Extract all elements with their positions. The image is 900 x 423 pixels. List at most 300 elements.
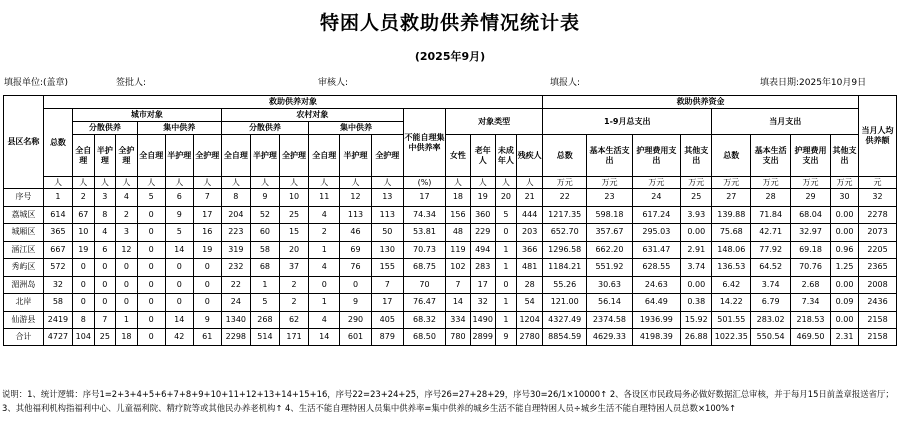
data-cell: 68.32 <box>403 311 445 329</box>
data-cell: 46 <box>340 224 371 242</box>
data-cell: 204 <box>221 206 250 224</box>
data-cell: 0 <box>116 259 138 277</box>
data-cell: 77.92 <box>751 241 791 259</box>
header-monthly-per-capita: 当月人均供养额 <box>859 96 897 177</box>
data-cell: 6 <box>165 189 193 207</box>
data-cell: 0.00 <box>830 206 858 224</box>
data-cell: 232 <box>221 259 250 277</box>
data-cell: 25 <box>681 189 712 207</box>
data-cell: 879 <box>371 329 403 346</box>
data-cell: 22 <box>543 189 587 207</box>
row-label: 涵江区 <box>4 241 44 259</box>
filing-unit-label: 填报单位:(盖章) <box>4 78 69 88</box>
header-half-care: 半护理 <box>250 135 279 177</box>
data-cell: 2 <box>280 276 309 294</box>
unit-cell: (%) <box>403 177 445 189</box>
data-cell: 2158 <box>859 329 897 346</box>
data-cell: 9 <box>340 294 371 312</box>
data-cell: 4327.49 <box>543 311 587 329</box>
data-cell: 617.24 <box>632 206 681 224</box>
data-cell: 0 <box>137 241 165 259</box>
data-cell: 667 <box>43 241 72 259</box>
unit-cell: 万元 <box>712 177 751 189</box>
data-cell: 2365 <box>859 259 897 277</box>
data-cell: 2 <box>116 206 138 224</box>
data-cell: 113 <box>371 206 403 224</box>
data-cell: 60 <box>250 224 279 242</box>
data-cell: 2.91 <box>681 241 712 259</box>
data-cell: 2298 <box>221 329 250 346</box>
data-cell: 104 <box>73 329 95 346</box>
data-cell: 14 <box>309 329 340 346</box>
data-cell: 3.74 <box>751 276 791 294</box>
row-label: 秀屿区 <box>4 259 44 277</box>
header-half-care: 半护理 <box>165 135 193 177</box>
data-cell: 119 <box>446 241 471 259</box>
data-cell: 319 <box>221 241 250 259</box>
data-cell: 2 <box>309 224 340 242</box>
data-cell: 25 <box>94 329 116 346</box>
data-cell: 283.02 <box>751 311 791 329</box>
data-cell: 0.00 <box>830 311 858 329</box>
data-cell: 514 <box>250 329 279 346</box>
data-cell: 0 <box>116 276 138 294</box>
data-cell: 2073 <box>859 224 897 242</box>
data-cell: 5 <box>495 206 517 224</box>
data-cell: 24.63 <box>632 276 681 294</box>
unit-cell: 人 <box>116 177 138 189</box>
unit-cell: 人 <box>517 177 543 189</box>
data-cell: 1 <box>495 241 517 259</box>
data-cell: 32 <box>859 189 897 207</box>
data-cell: 68 <box>250 259 279 277</box>
data-cell: 76 <box>340 259 371 277</box>
header-county: 县区名称 <box>4 96 44 189</box>
data-cell: 13 <box>371 189 403 207</box>
data-cell: 6 <box>94 241 116 259</box>
signer-label: 签批人: <box>116 78 147 88</box>
unit-cell: 万元 <box>587 177 632 189</box>
data-cell: 17 <box>193 206 221 224</box>
header-urban-dispersed: 分散供养 <box>73 122 138 135</box>
data-cell: 444 <box>517 206 543 224</box>
data-cell: 4198.39 <box>632 329 681 346</box>
unit-row <box>4 177 897 189</box>
data-cell: 155 <box>371 259 403 277</box>
data-cell: 1 <box>495 294 517 312</box>
data-cell: 268 <box>250 311 279 329</box>
unit-cell: 人 <box>73 177 95 189</box>
data-cell: 50 <box>371 224 403 242</box>
data-cell: 121.00 <box>543 294 587 312</box>
data-cell: 481 <box>517 259 543 277</box>
data-cell: 662.20 <box>587 241 632 259</box>
data-cell: 218.53 <box>791 311 831 329</box>
header-minor: 未成年人 <box>495 135 517 177</box>
data-cell: 68.75 <box>403 259 445 277</box>
data-cell: 1936.99 <box>632 311 681 329</box>
unit-cell: 人 <box>340 177 371 189</box>
data-cell: 551.92 <box>587 259 632 277</box>
header-female: 女性 <box>446 135 471 177</box>
data-cell: 32.97 <box>791 224 831 242</box>
data-cell: 20 <box>280 241 309 259</box>
data-cell: 0 <box>495 276 517 294</box>
data-cell: 48 <box>446 224 471 242</box>
header-ytd-sum: 总数 <box>543 135 587 177</box>
data-cell: 0.00 <box>830 224 858 242</box>
header-month-other: 其他支出 <box>830 135 858 177</box>
data-cell: 2 <box>280 294 309 312</box>
data-cell: 0 <box>137 276 165 294</box>
data-cell: 28 <box>517 276 543 294</box>
row-label: 北岸 <box>4 294 44 312</box>
data-cell: 628.55 <box>632 259 681 277</box>
row-label: 仙游县 <box>4 311 44 329</box>
data-cell: 7 <box>371 276 403 294</box>
data-cell: 0 <box>94 259 116 277</box>
header-full-care: 全护理 <box>193 135 221 177</box>
data-cell: 14 <box>165 241 193 259</box>
fill-date-label: 填表日期:2025年10月9日 <box>760 78 867 88</box>
data-cell: 494 <box>470 241 495 259</box>
data-cell: 7 <box>193 189 221 207</box>
data-cell: 1 <box>43 189 72 207</box>
data-cell: 631.47 <box>632 241 681 259</box>
data-cell: 0 <box>165 259 193 277</box>
data-cell: 8854.59 <box>543 329 587 346</box>
data-cell: 780 <box>446 329 471 346</box>
header-month-sum: 总数 <box>712 135 751 177</box>
data-cell: 0.38 <box>681 294 712 312</box>
header-full-self: 全自理 <box>73 135 95 177</box>
data-cell: 75.68 <box>712 224 751 242</box>
data-cell: 29 <box>791 189 831 207</box>
unit-cell: 人 <box>495 177 517 189</box>
unit-cell: 人 <box>446 177 471 189</box>
data-cell: 6.42 <box>712 276 751 294</box>
unit-cell: 人 <box>470 177 495 189</box>
data-cell: 148.06 <box>712 241 751 259</box>
table-row <box>4 259 897 277</box>
data-cell: 136.53 <box>712 259 751 277</box>
report-title: 特困人员救助供养情况统计表 <box>319 12 580 34</box>
data-cell: 5 <box>250 294 279 312</box>
data-cell: 0 <box>94 294 116 312</box>
data-cell: 572 <box>43 259 72 277</box>
unit-cell: 万元 <box>791 177 831 189</box>
data-cell: 2008 <box>859 276 897 294</box>
data-cell: 2 <box>73 189 95 207</box>
data-cell: 26.88 <box>681 329 712 346</box>
data-cell: 1 <box>250 276 279 294</box>
header-full-care: 全护理 <box>371 135 403 177</box>
data-cell: 14.22 <box>712 294 751 312</box>
data-cell: 0 <box>137 294 165 312</box>
header-full-care: 全护理 <box>116 135 138 177</box>
data-cell: 61 <box>193 329 221 346</box>
data-cell: 21 <box>517 189 543 207</box>
data-cell: 23 <box>587 189 632 207</box>
data-cell: 0 <box>137 259 165 277</box>
data-cell: 42 <box>165 329 193 346</box>
statistics-table <box>3 95 897 346</box>
data-cell: 7.34 <box>791 294 831 312</box>
table-row <box>4 311 897 329</box>
data-cell: 53.81 <box>403 224 445 242</box>
data-cell: 42.71 <box>751 224 791 242</box>
unit-cell: 人 <box>193 177 221 189</box>
unit-cell: 人 <box>43 177 72 189</box>
data-cell: 14 <box>165 311 193 329</box>
data-cell: 54 <box>517 294 543 312</box>
data-cell: 283 <box>470 259 495 277</box>
report-period: (2025年9月) <box>414 50 486 63</box>
data-cell: 0.00 <box>830 276 858 294</box>
data-cell: 0 <box>165 294 193 312</box>
data-cell: 37 <box>280 259 309 277</box>
data-cell: 52 <box>250 206 279 224</box>
data-cell: 70.76 <box>791 259 831 277</box>
data-cell: 4727 <box>43 329 72 346</box>
data-cell: 7 <box>94 311 116 329</box>
data-cell: 0 <box>116 294 138 312</box>
unit-cell: 人 <box>250 177 279 189</box>
header-month-care: 护理费用支出 <box>791 135 831 177</box>
data-cell: 62 <box>280 311 309 329</box>
data-cell: 223 <box>221 224 250 242</box>
data-cell: 70 <box>403 276 445 294</box>
data-cell: 2.31 <box>830 329 858 346</box>
data-cell: 130 <box>371 241 403 259</box>
data-cell: 1 <box>309 294 340 312</box>
data-cell: 71.84 <box>751 206 791 224</box>
row-label: 合计 <box>4 329 44 346</box>
unit-cell: 人 <box>221 177 250 189</box>
unit-cell: 万元 <box>830 177 858 189</box>
data-cell: 9 <box>165 206 193 224</box>
data-cell: 0 <box>73 276 95 294</box>
data-cell: 3.93 <box>681 206 712 224</box>
header-month-basic: 基本生活支出 <box>751 135 791 177</box>
data-cell: 0.00 <box>681 224 712 242</box>
data-cell: 5 <box>165 224 193 242</box>
data-cell: 1.25 <box>830 259 858 277</box>
data-cell: 14 <box>446 294 471 312</box>
data-cell: 69 <box>340 241 371 259</box>
data-cell: 2.68 <box>791 276 831 294</box>
row-label: 湄洲岛 <box>4 276 44 294</box>
data-cell: 2899 <box>470 329 495 346</box>
data-cell: 360 <box>470 206 495 224</box>
table-row <box>4 241 897 259</box>
data-cell: 10 <box>73 224 95 242</box>
table-row <box>4 276 897 294</box>
data-cell: 3 <box>116 224 138 242</box>
data-cell: 171 <box>280 329 309 346</box>
data-cell: 70.73 <box>403 241 445 259</box>
data-cell: 12 <box>116 241 138 259</box>
data-cell: 68.04 <box>791 206 831 224</box>
data-cell: 0 <box>193 294 221 312</box>
header-half-care: 半护理 <box>94 135 116 177</box>
data-cell: 365 <box>43 224 72 242</box>
data-cell: 501.55 <box>712 311 751 329</box>
header-rural-dispersed: 分散供养 <box>221 122 308 135</box>
data-cell: 24 <box>632 189 681 207</box>
data-cell: 15 <box>280 224 309 242</box>
data-cell: 0 <box>193 259 221 277</box>
data-cell: 334 <box>446 311 471 329</box>
data-cell: 19 <box>73 241 95 259</box>
reviewer-label: 审核人: <box>318 78 349 88</box>
data-cell: 0 <box>165 276 193 294</box>
header-object-type: 对象类型 <box>446 109 543 135</box>
data-cell: 2374.58 <box>587 311 632 329</box>
data-cell: 20 <box>495 189 517 207</box>
header-ytd-spending: 1-9月总支出 <box>543 109 712 135</box>
data-cell: 18 <box>116 329 138 346</box>
data-cell: 2419 <box>43 311 72 329</box>
row-label: 城厢区 <box>4 224 44 242</box>
data-cell: 229 <box>470 224 495 242</box>
header-urban-centralized: 集中供养 <box>137 122 221 135</box>
data-cell: 17 <box>403 189 445 207</box>
header-support-objects: 救助供养对象 <box>43 96 542 109</box>
data-cell: 3.74 <box>681 259 712 277</box>
unit-cell: 人 <box>165 177 193 189</box>
header-ytd-basic: 基本生活支出 <box>587 135 632 177</box>
data-cell: 601 <box>340 329 371 346</box>
header-disabled: 残疾人 <box>517 135 543 177</box>
header-elderly: 老年人 <box>470 135 495 177</box>
header-urban: 城市对象 <box>73 109 222 122</box>
data-cell: 7 <box>446 276 471 294</box>
data-cell: 67 <box>73 206 95 224</box>
data-cell: 32 <box>43 276 72 294</box>
data-cell: 1340 <box>221 311 250 329</box>
data-cell: 0.96 <box>830 241 858 259</box>
header-rural: 农村对象 <box>221 109 403 122</box>
header-full-self: 全自理 <box>137 135 165 177</box>
unit-cell: 元 <box>859 177 897 189</box>
data-cell: 24 <box>221 294 250 312</box>
data-cell: 8 <box>221 189 250 207</box>
data-cell: 9 <box>250 189 279 207</box>
header-full-self: 全自理 <box>309 135 340 177</box>
data-cell: 0 <box>193 276 221 294</box>
data-cell: 69.18 <box>791 241 831 259</box>
data-cell: 28 <box>751 189 791 207</box>
data-cell: 64.52 <box>751 259 791 277</box>
data-cell: 1022.35 <box>712 329 751 346</box>
unit-cell: 万元 <box>681 177 712 189</box>
header-total: 总数 <box>43 109 72 177</box>
data-cell: 19 <box>470 189 495 207</box>
data-cell: 102 <box>446 259 471 277</box>
header-unable-rate: 不能自理集中供养率 <box>403 109 445 177</box>
unit-cell: 万元 <box>543 177 587 189</box>
table-row <box>4 224 897 242</box>
data-cell: 139.88 <box>712 206 751 224</box>
data-cell: 405 <box>371 311 403 329</box>
row-label: 荔城区 <box>4 206 44 224</box>
unit-cell: 人 <box>137 177 165 189</box>
header-half-care: 半护理 <box>340 135 371 177</box>
data-cell: 203 <box>517 224 543 242</box>
data-cell: 32 <box>470 294 495 312</box>
data-cell: 76.47 <box>403 294 445 312</box>
data-cell: 1 <box>116 311 138 329</box>
data-cell: 1204 <box>517 311 543 329</box>
data-cell: 614 <box>43 206 72 224</box>
data-cell: 12 <box>340 189 371 207</box>
data-cell: 56.14 <box>587 294 632 312</box>
data-cell: 18 <box>446 189 471 207</box>
data-cell: 0 <box>137 206 165 224</box>
data-cell: 0 <box>73 294 95 312</box>
header-month-spending: 当月支出 <box>712 109 859 135</box>
data-cell: 4 <box>309 206 340 224</box>
data-cell: 1 <box>495 311 517 329</box>
unit-cell: 万元 <box>751 177 791 189</box>
data-cell: 290 <box>340 311 371 329</box>
data-cell: 1184.21 <box>543 259 587 277</box>
data-cell: 113 <box>340 206 371 224</box>
header-rural-centralized: 集中供养 <box>309 122 404 135</box>
footnote: 说明：1、统计逻辑：序号1=2+3+4+5+6+7+8+9+10+11+12+13+14+15+16，序号22=23+24+25，序号26=27+28+29，序号30=26/1×10000↑ 2、各设区市民政局务必做好数据汇总审核，并于每月15日前盖章报送省厅；3、其他福利机构指福利中心、儿童福利院、精疗院等或其他民办养老机构↑ 4、生活不能自理特困人员集中供养率=集中供养的城乡生活不能自理特困人员÷城乡生活不能自理特困人员总数×100%↑ <box>2 389 894 413</box>
data-cell: 9 <box>495 329 517 346</box>
table-row <box>4 206 897 224</box>
header-ytd-care: 护理费用支出 <box>632 135 681 177</box>
data-cell: 2205 <box>859 241 897 259</box>
data-cell: 469.50 <box>791 329 831 346</box>
sequence-row <box>4 189 897 207</box>
data-cell: 58 <box>250 241 279 259</box>
data-cell: 1 <box>495 259 517 277</box>
data-cell: 8 <box>73 311 95 329</box>
data-cell: 2278 <box>859 206 897 224</box>
data-cell: 598.18 <box>587 206 632 224</box>
data-cell: 68.50 <box>403 329 445 346</box>
data-cell: 17 <box>470 276 495 294</box>
header-full-self: 全自理 <box>221 135 250 177</box>
row-label: 序号 <box>4 189 44 207</box>
data-cell: 2780 <box>517 329 543 346</box>
data-cell: 4 <box>309 259 340 277</box>
data-cell: 16 <box>193 224 221 242</box>
data-cell: 5 <box>137 189 165 207</box>
unit-cell: 人 <box>309 177 340 189</box>
total-row <box>4 329 897 346</box>
data-cell: 2436 <box>859 294 897 312</box>
data-cell: 0 <box>137 311 165 329</box>
data-cell: 30.63 <box>587 276 632 294</box>
data-cell: 8 <box>94 206 116 224</box>
data-cell: 1217.35 <box>543 206 587 224</box>
data-cell: 74.34 <box>403 206 445 224</box>
data-cell: 58 <box>43 294 72 312</box>
data-cell: 4 <box>309 311 340 329</box>
data-cell: 4 <box>94 224 116 242</box>
data-cell: 9 <box>193 311 221 329</box>
data-cell: 4629.33 <box>587 329 632 346</box>
data-cell: 15.92 <box>681 311 712 329</box>
data-cell: 0 <box>137 224 165 242</box>
data-cell: 0 <box>309 276 340 294</box>
unit-cell: 人 <box>94 177 116 189</box>
data-cell: 10 <box>280 189 309 207</box>
